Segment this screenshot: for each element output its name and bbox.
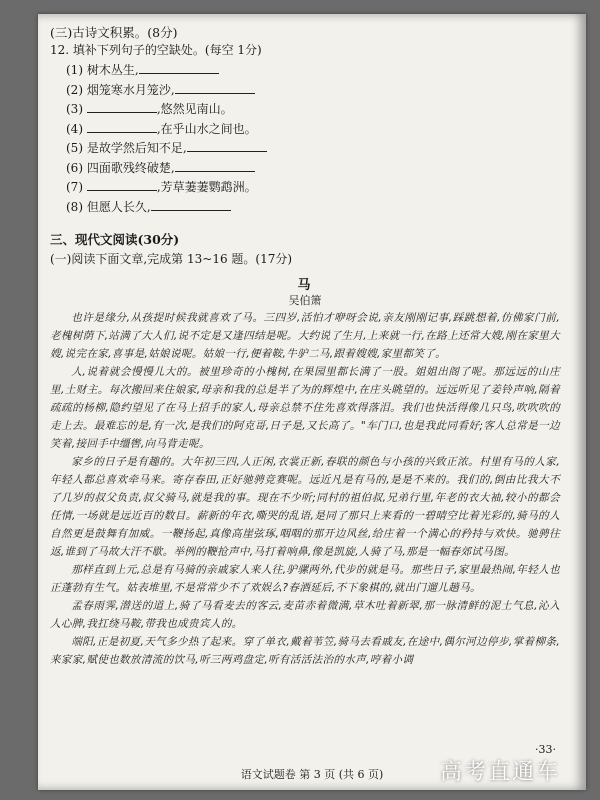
section3-heading: (三)古诗文积累。(8分) bbox=[50, 25, 178, 40]
fill-blank-prompt: (6) 四面歌残终破楚, bbox=[66, 160, 175, 175]
fill-blank-suffix: ,悠然见南山。 bbox=[156, 102, 233, 116]
fill-blank-suffix: ,芳草萋萋鹦鹉洲。 bbox=[156, 180, 257, 194]
essay-paragraph: 孟春雨霁,潜送的道上,骑了马看麦去的客云,麦苗赤着微满,草木吐着新翠,那一脉清鲜的泥土气息,沁入人心脾,我扛绕马鞍,带我也成贵宾人的。 bbox=[50, 600, 560, 630]
answer-blank[interactable] bbox=[139, 61, 219, 74]
fill-blank-item bbox=[66, 178, 560, 198]
essay-paragraph: 也许是缘分,从孩提时候我就喜欢了马。三四岁,活怕才咿呀会说,亲友刚刚记事,踩跳想着,仿佛家门前,老槐树荫下,站满了大人们,说不定是又逢四结是呢。大约说了生月,上来就一行,在路上还常大嫂,刚在家里大嫂,说完在家,喜事是,姑娘说呢。姑娘一行,便着鞍,牛驴二马,跟着嫂嫂,家里都笑了。 bbox=[50, 312, 560, 360]
page-content bbox=[50, 24, 560, 669]
answer-blank[interactable] bbox=[87, 100, 157, 113]
fill-blank-prompt: (7) bbox=[66, 180, 87, 194]
fill-blank-item bbox=[66, 61, 560, 81]
essay-paragraph: 家乡的日子是有趣的。大年初三四,人正闲,衣裳正新,春联的颜色与小孩的兴致正浓。村里有马的人家,年轻人都总喜欢牵马来。寄存春田,正好驰骋竞赛呢。远近凡是有马的,是是不来的。我们的,倒由比我大不了几岁的叔父负责,叔父骑马,就是我的事。现在不少听;同村的祖伯叔,兄弟行里,年老的衣大袖,较小的都会任情,一场就是远近百的数目。薪新的年衣,嘶哭的乱语,是同了那只上来看的一碧晴空比着光彩的,骑马的人自然更是鼓舞有加威。一鞭扬起,真像高崖弦琢,咽咽的那开边风丝,给庄着一个满心的矜持与欢快。驰骋往返,谁到了马故大汗不歇。举例的鞭抢声中,马打着响鼻,像是凯旋,人骑了马,那是一幅春郊试马图。 bbox=[50, 456, 560, 558]
essay-title: 马 bbox=[297, 278, 313, 293]
exam-paper bbox=[38, 14, 586, 790]
answer-blank[interactable] bbox=[187, 139, 267, 152]
answer-blank[interactable] bbox=[87, 178, 157, 191]
answer-blank[interactable] bbox=[151, 198, 231, 211]
fill-blank-list bbox=[66, 61, 560, 217]
question-12-title: 12. 填补下列句子的空缺处。(每空 1分) bbox=[50, 43, 262, 57]
fill-blank-prompt: (2) 烟笼寒水月笼沙, bbox=[66, 82, 175, 97]
fill-blank-item bbox=[66, 120, 560, 140]
part3-subheading: (一)阅读下面文章,完成第 13~16 题。(17分) bbox=[50, 252, 293, 266]
fill-blank-suffix: ,在乎山水之间也。 bbox=[156, 121, 257, 136]
part3-heading: 三、现代文阅读(30分) bbox=[50, 232, 180, 247]
fill-blank-item bbox=[66, 139, 560, 159]
essay-paragraph: 人,说着就会慢慢儿大的。被里珍奇的小槐树,在果园里都长满了一股。姐姐出阁了呢。那远远的山庄里,土财主。每次搬回来住娘家,母亲和我的总是半了为的辉煌中,在庄头眺望的。远远听见了姜铃声响,隔着疏疏的杨柳,隐约望见了在马上招手的家人,母亲总禁不住先喜欢得落泪。我们也快活得像几只鸟,吹吹吹的走上去。最难忘的是,有一次,是我们的阿克哥,日子是,又长高了。"车门口,也是我此同看好;客人总常是一边笑着,接回手中缰辔,向马背走呢。 bbox=[50, 366, 560, 450]
page-footer: 语文试题卷 第 3 页 (共 6 页) bbox=[240, 768, 384, 781]
answer-blank[interactable] bbox=[175, 81, 255, 94]
answer-blank[interactable] bbox=[87, 120, 157, 133]
essay-paragraph: 端阳,正是初夏,天气多少热了起来。穿了单衣,戴着苇笠,骑马去看戚友,在途中,偶尔河边停步,掌着柳条,来家家,赋使也数放清流的饮马,听三两鸡盘定,听有活活法治的水声,哼着小调 bbox=[50, 636, 560, 666]
page-number: ·33· bbox=[535, 743, 556, 756]
essay-paragraph: 那样直到上元,总是有马骑的亲戚家人来人往,驴骡两外,代步的就是马。那些日子,家里最热闹,年轻人也正蓬勃有生气。姑表堆里,不是常常少不了欢娱么?春酒延后,不下象棋的,就出门遛儿趟马。 bbox=[50, 564, 560, 594]
fill-blank-prompt: (8) 但愿人长久, bbox=[66, 199, 151, 214]
fill-blank-prompt: (3) bbox=[66, 102, 87, 116]
essay-body bbox=[50, 309, 560, 669]
watermark-logo: 高考直通车 bbox=[439, 760, 560, 785]
essay-author: 吴伯箫 bbox=[288, 294, 322, 307]
fill-blank-item bbox=[66, 100, 560, 120]
answer-blank[interactable] bbox=[175, 159, 255, 172]
fill-blank-item bbox=[66, 81, 560, 101]
fill-blank-item bbox=[66, 198, 560, 218]
fill-blank-prompt: (4) bbox=[66, 121, 87, 136]
fill-blank-prompt: (5) 是故学然后知不足, bbox=[66, 141, 187, 155]
fill-blank-item bbox=[66, 159, 560, 179]
fill-blank-prompt: (1) 树木丛生, bbox=[66, 63, 139, 77]
